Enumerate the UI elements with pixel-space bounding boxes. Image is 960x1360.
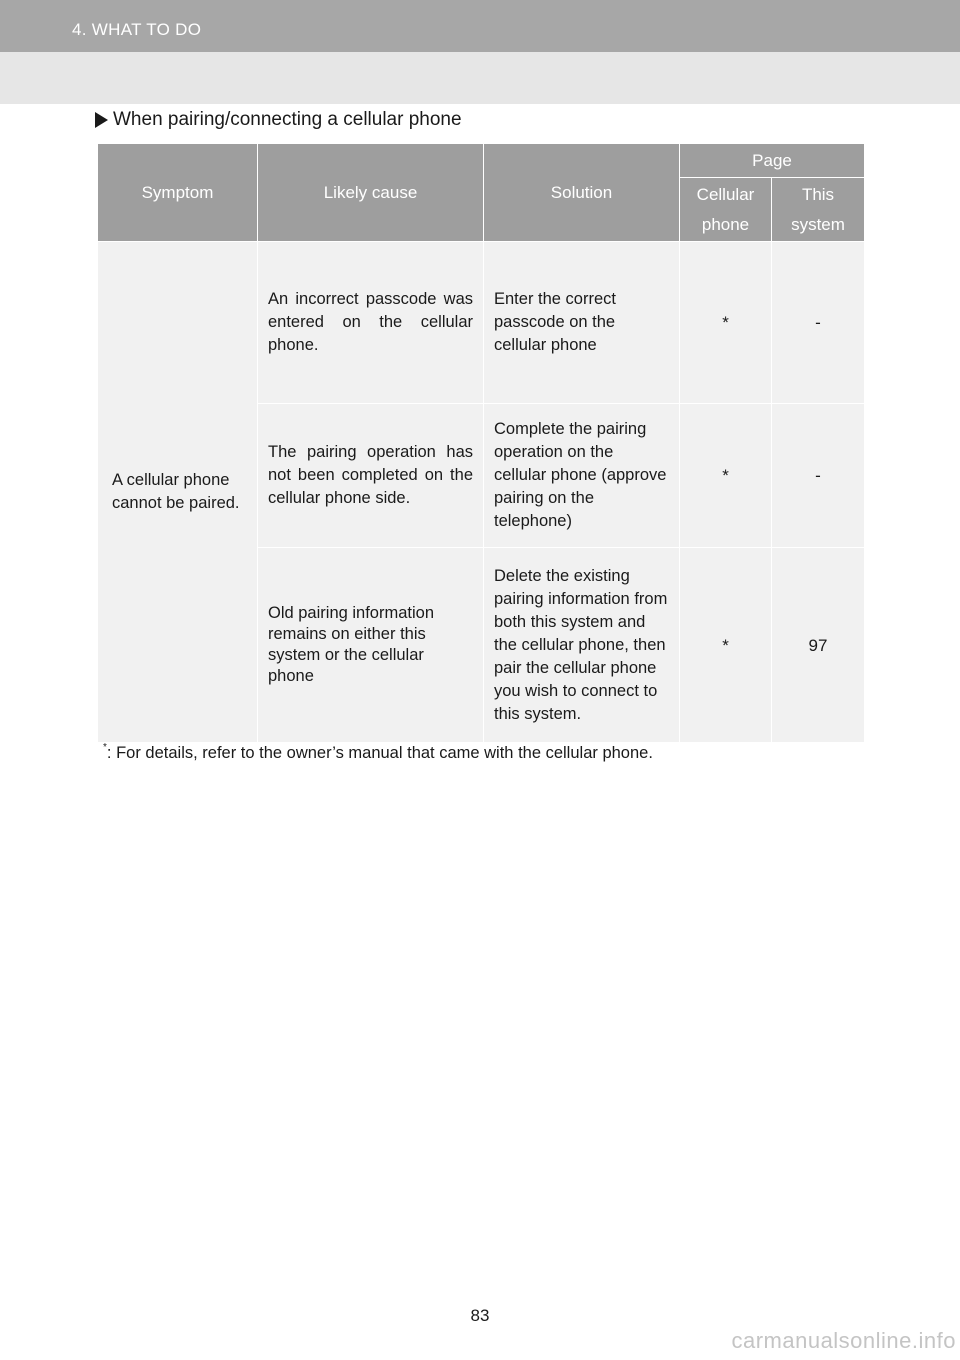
section-heading-text: When pairing/connecting a cellular phone bbox=[113, 109, 462, 130]
header-symptom: Symptom bbox=[98, 144, 258, 242]
header-cellular-phone-line2: phone bbox=[701, 214, 750, 234]
this-system-page-cell: - bbox=[772, 242, 865, 404]
header-this-system-line2: system bbox=[791, 214, 845, 234]
header-cellular-phone-line1: Cellular bbox=[696, 184, 755, 204]
likely-cause-cell: Old pairing information remains on either this system or the cellular phone bbox=[258, 548, 484, 743]
chapter-title: 4. WHAT TO DO bbox=[72, 20, 202, 39]
cellular-phone-page-cell: * bbox=[680, 548, 772, 743]
header-bar bbox=[0, 0, 960, 52]
this-system-page-cell: 97 bbox=[772, 548, 865, 743]
header-cellular-phone bbox=[680, 178, 772, 242]
header-this-system bbox=[772, 178, 865, 242]
cellular-phone-page-cell: * bbox=[680, 404, 772, 548]
symptom-cell: A cellular phone cannot be paired. bbox=[98, 242, 258, 743]
table-row bbox=[98, 242, 865, 404]
watermark: carmanualsonline.info bbox=[731, 1328, 956, 1353]
triangle-right-icon bbox=[95, 112, 108, 128]
footnote-marker: * bbox=[103, 742, 107, 753]
solution-cell: Enter the correct passcode on the cellular phone bbox=[484, 242, 680, 404]
header-page: Page bbox=[680, 144, 865, 178]
this-system-page-cell: - bbox=[772, 404, 865, 548]
solution-cell: Complete the pairing operation on the cellular phone (approve pairing on the telephone) bbox=[484, 404, 680, 548]
troubleshooting-table bbox=[97, 143, 864, 743]
section-heading bbox=[95, 109, 462, 131]
page-number: 83 bbox=[470, 1306, 490, 1325]
header-likely-cause: Likely cause bbox=[258, 144, 484, 242]
header-subbar bbox=[0, 52, 960, 104]
footnote-text: : For details, refer to the owner’s manual that came with the cellular phone. bbox=[106, 744, 653, 762]
footnote bbox=[103, 744, 653, 763]
header-this-system-line1: This bbox=[801, 184, 835, 204]
solution-cell: Delete the existing pairing information from both this system and the cellular phone, then pair the cellular phone you wish to connect to this system. bbox=[484, 548, 680, 743]
cellular-phone-page-cell: * bbox=[680, 242, 772, 404]
likely-cause-cell: The pairing operation has not been completed on the cellular phone side. bbox=[258, 404, 484, 548]
header-solution: Solution bbox=[484, 144, 680, 242]
likely-cause-cell: An incorrect passcode was entered on the cellular phone. bbox=[258, 242, 484, 404]
